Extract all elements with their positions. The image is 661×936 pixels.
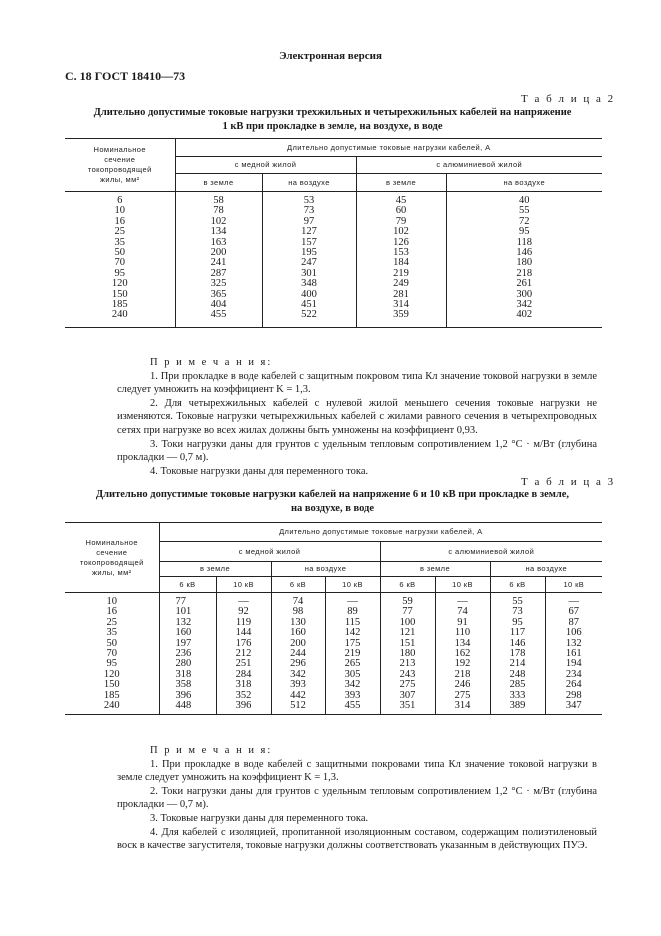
table-cell: 95 (114, 267, 125, 279)
table3-head-al-air-6kv: 6 кВ (490, 577, 545, 593)
table-cell: — (347, 596, 358, 607)
table-cell: 89 (347, 606, 358, 618)
table-cell: 55 (519, 205, 530, 217)
table-cell: 67 (568, 606, 580, 618)
table3-col-al-air-6 (490, 593, 545, 715)
table-cell: 305 (344, 668, 361, 680)
table-cell: 264 (565, 679, 582, 691)
table3-notes-heading: П р и м е ч а н и я: (150, 745, 273, 756)
table2-head-cu-air: на воздухе (262, 174, 356, 192)
table-cell: 91 (457, 616, 468, 628)
table2-note-3: 3. Токи нагрузки даны для грунтов с удельным тепловым сопротивлением 1,2 °С · м/Вт (глубина прокладки — 0,7 м). (117, 438, 597, 464)
table3-col-cu-ground-6 (159, 593, 216, 715)
table-cell: 275 (399, 679, 416, 691)
table-cell: 132 (565, 637, 582, 649)
table-cell: 300 (516, 288, 533, 300)
table-cell: 87 (568, 616, 580, 628)
table2-note-1: 1. При прокладке в воде кабелей с защитным покровом типа Кл значение токовой нагрузки в земле следует умножить на коэффициент K = 1,3. (117, 370, 597, 396)
table-cell: 275 (454, 689, 471, 701)
table-cell: 180 (516, 257, 533, 269)
table3-col-al-ground-6 (380, 593, 435, 715)
table-cell: 73 (303, 205, 315, 217)
table-cell: 106 (565, 627, 582, 639)
table-cell: 249 (393, 278, 409, 290)
table-cell: 234 (565, 668, 582, 680)
table-cell: 97 (303, 215, 315, 227)
table-cell: 240 (103, 699, 120, 711)
table-cell: 72 (519, 215, 530, 227)
table-cell: 522 (301, 309, 317, 321)
table-cell: 74 (457, 606, 468, 618)
table-cell: 342 (290, 668, 306, 680)
table-cell: 40 (519, 195, 530, 206)
table-cell: 192 (454, 658, 471, 670)
table-cell: 185 (111, 298, 128, 310)
table-cell: 342 (344, 679, 361, 691)
table-cell: 162 (454, 647, 471, 659)
table-cell: 261 (516, 278, 533, 290)
table-cell: 160 (290, 627, 306, 639)
table-cell: 333 (509, 689, 526, 701)
table3-head-cu-air-6kv: 6 кВ (271, 577, 325, 593)
table-cell: 393 (290, 679, 306, 691)
table-cell: 296 (290, 658, 306, 670)
table-cell: 298 (565, 689, 582, 701)
table3-note-4: 4. Для кабелей с изоляцией, пропитанной изоляционным составом, содержащим полиэтиленовый воск в качестве загустителя, токовые нагрузки должны соответствовать указанным в действующих ПУЭ. (117, 826, 597, 852)
table3-head-cu-ground-10kv: 10 кВ (216, 577, 271, 593)
table-cell: 352 (235, 689, 252, 701)
table-cell: 358 (175, 679, 192, 691)
table-cell: 101 (175, 606, 192, 618)
table-cell: 400 (301, 288, 317, 300)
table-cell: 389 (509, 699, 526, 711)
table-cell: 219 (344, 647, 361, 659)
table2-head-cu-ground: в земле (175, 174, 262, 192)
table-cell: 219 (393, 267, 409, 279)
table-cell: 214 (509, 658, 526, 670)
table-cell: 246 (454, 679, 471, 691)
table2-note-4: 4. Токовые нагрузки даны для переменного тока. (150, 465, 369, 477)
table-cell: 95 (519, 226, 530, 238)
table-cell: 60 (395, 205, 407, 217)
table-cell: 10 (106, 596, 117, 607)
table3-col-cu-ground-10 (216, 593, 271, 715)
table2-notes-heading: П р и м е ч а н и я: (150, 357, 273, 368)
table-cell: 184 (393, 257, 409, 269)
table-cell: 347 (565, 699, 582, 711)
table-cell: 318 (175, 668, 192, 680)
table-cell: 247 (301, 257, 317, 269)
table-cell: 151 (399, 637, 416, 649)
table-cell: 16 (106, 606, 117, 618)
table-cell: 146 (516, 246, 533, 258)
table-cell: 144 (235, 627, 252, 639)
table-cell: 160 (175, 627, 192, 639)
table-cell: 404 (210, 298, 227, 310)
electronic-version-header: Электронная версия (279, 50, 382, 62)
table-cell: 236 (175, 647, 192, 659)
table-cell: 248 (509, 668, 526, 680)
table3-head-al-ground: в земле (380, 562, 490, 577)
table-cell: 218 (454, 668, 471, 680)
page-number-standard: С. 18 ГОСТ 18410—73 (65, 69, 186, 83)
table-cell: 240 (111, 309, 128, 321)
table-cell: 142 (344, 627, 361, 639)
table-cell: 70 (106, 647, 117, 659)
table-cell: 325 (210, 278, 227, 290)
table-cell: 100 (399, 616, 416, 628)
table-cell: 284 (235, 668, 252, 680)
table-cell: 77 (175, 596, 186, 607)
table3-head-aluminum: с алюминиевой жилой (380, 542, 602, 562)
table-cell: 200 (210, 246, 227, 258)
table3-col-cu-air-10 (325, 593, 380, 715)
table-cell: 393 (344, 689, 361, 701)
table-cell: 134 (454, 637, 471, 649)
table-cell: 95 (512, 616, 523, 628)
table-cell: 241 (210, 257, 227, 269)
table2-notes (117, 356, 597, 478)
table-cell: 70 (114, 257, 125, 269)
table-cell: 442 (290, 689, 306, 701)
table-cell: 314 (393, 298, 409, 310)
table-cell: 281 (393, 288, 409, 300)
table-cell: 243 (399, 668, 416, 680)
table-cell: — (238, 596, 249, 607)
table-cell: 130 (290, 616, 306, 628)
table2-col-al-ground (356, 192, 446, 328)
table-cell: 195 (301, 246, 317, 258)
table-cell: 79 (395, 215, 407, 227)
table-cell: 351 (399, 699, 416, 711)
table-cell: 150 (103, 679, 120, 691)
table-cell: 134 (210, 226, 227, 238)
table-cell: 121 (399, 627, 416, 639)
table-cell: 301 (301, 267, 317, 279)
table-cell: 6 (117, 195, 123, 206)
table-cell: 348 (301, 278, 317, 290)
table-cell: 163 (210, 236, 227, 248)
table-cell: — (568, 596, 580, 607)
table-cell: 126 (393, 236, 409, 248)
table-cell: 77 (402, 606, 413, 618)
table-cell: 455 (210, 309, 227, 321)
table3-title-line2: на воздухе, в воде (290, 503, 375, 514)
table-cell: 120 (111, 278, 128, 290)
table2-note-2: 2. Для четырехжильных кабелей с нулевой жилой меньшего сечения токовые нагрузки не изменяются. Токовые нагрузки четырехжильных кабелей с жилами равного сечения в четырехпроводных сетях при нагрузке во всех жилах должны быть умножены на коэффициент 0,93. (117, 397, 597, 436)
table2 (65, 138, 602, 328)
table-cell: 265 (344, 658, 361, 670)
table-cell: 185 (103, 689, 120, 701)
table-cell: 102 (210, 215, 227, 227)
table-cell: 117 (509, 627, 526, 639)
table2-col-cu-ground (175, 192, 262, 328)
table-cell: 118 (516, 236, 532, 248)
table2-title-line1: Длительно допустимые токовые нагрузки трехжильных и четырехжильных кабелей на напряжение (93, 107, 572, 118)
table-cell: 212 (235, 647, 252, 659)
table-cell: 102 (393, 226, 409, 238)
table-cell: 197 (175, 637, 192, 649)
table-cell: 175 (344, 637, 361, 649)
table-cell: 150 (111, 288, 128, 300)
table3-note-2: 2. Токи нагрузки даны для грунтов с удельным тепловым сопротивлением 1,2 °С · м/Вт (глубина прокладки — 0,7 м). (117, 785, 597, 811)
table3-label: Т а б л и ц а 3 (521, 476, 616, 488)
table-cell: 396 (175, 689, 192, 701)
table-cell: 455 (344, 699, 361, 711)
table-cell: 287 (210, 267, 227, 279)
table2-col-sections (65, 192, 175, 328)
table-cell: 213 (399, 658, 416, 670)
table3-col-al-air-10 (545, 593, 602, 715)
table-cell: 59 (402, 596, 413, 607)
table-cell: 178 (509, 647, 526, 659)
table2-head-al-air: на воздухе (446, 174, 602, 192)
table3-head-cu-ground: в земле (159, 562, 271, 577)
table-cell: 16 (114, 215, 125, 227)
table-cell: 307 (399, 689, 416, 701)
table-cell: 50 (114, 246, 125, 258)
table-cell: 73 (512, 606, 523, 618)
table-cell: 448 (175, 699, 192, 711)
table-cell: 314 (454, 699, 471, 711)
table-cell: 110 (454, 627, 471, 639)
table3-notes (117, 744, 597, 853)
table2-head-aluminum: с алюминиевой жилой (356, 157, 602, 174)
table-cell: 200 (290, 637, 306, 649)
table-cell: 120 (103, 668, 120, 680)
table-cell: 35 (106, 627, 117, 639)
table-cell: 53 (303, 195, 315, 206)
table3-head-al-air-10kv: 10 кВ (545, 577, 602, 593)
table-cell: 396 (235, 699, 252, 711)
table2-label: Т а б л и ц а 2 (521, 93, 616, 105)
table3-head-copper: с медной жилой (159, 542, 380, 562)
table-cell: 25 (106, 616, 117, 628)
table-cell: 74 (292, 596, 304, 607)
table-cell: 402 (516, 309, 533, 321)
table2-head-section: Номинальное сечение токопроводящей жилы, мм² (65, 139, 175, 192)
table-cell: 98 (292, 606, 304, 618)
table-cell: 10 (114, 205, 125, 217)
table3-note-1: 1. При прокладке в воде кабелей с защитными покровами типа Кл значение токовой нагрузки в земле следует умножить на коэффициент K = 1,3. (117, 758, 597, 784)
table3-title (60, 488, 605, 516)
table3-head-cu-air-10kv: 10 кВ (325, 577, 380, 593)
table-cell: 365 (210, 288, 227, 300)
table3-head-cu-air: на воздухе (271, 562, 380, 577)
table-cell: 359 (393, 309, 409, 321)
table-cell: 50 (106, 637, 117, 649)
table-cell: 176 (235, 637, 252, 649)
table2-col-al-air (446, 192, 602, 328)
table3 (65, 522, 602, 715)
table-cell: 132 (175, 616, 192, 628)
table-cell: 127 (301, 226, 317, 238)
table-cell: 218 (516, 267, 533, 279)
table3-col-sections (65, 593, 159, 715)
table-cell: 157 (301, 236, 317, 248)
table-cell: — (457, 596, 468, 607)
table3-col-cu-air-6 (271, 593, 325, 715)
table-cell: 35 (114, 236, 125, 248)
table2-head-copper: с медной жилой (175, 157, 356, 174)
table3-col-al-ground-10 (435, 593, 490, 715)
table3-head-al-air: на воздухе (490, 562, 602, 577)
table-cell: 58 (213, 195, 224, 206)
table3-head-al-ground-6kv: 6 кВ (380, 577, 435, 593)
table2-head-al-ground: в земле (356, 174, 446, 192)
table3-note-3: 3. Токовые нагрузки даны для переменного тока. (150, 812, 369, 824)
table-cell: 244 (290, 647, 306, 659)
table-cell: 280 (175, 658, 192, 670)
table-cell: 451 (301, 298, 317, 310)
table-cell: 194 (565, 658, 582, 670)
table-cell: 119 (235, 616, 252, 628)
table-cell: 146 (509, 637, 526, 649)
table3-head-al-ground-10kv: 10 кВ (435, 577, 490, 593)
table-cell: 115 (344, 616, 361, 628)
table-cell: 55 (512, 596, 523, 607)
table3-title-line1: Длительно допустимые токовые нагрузки кабелей на напряжение 6 и 10 кВ при прокладке в земле, (95, 489, 570, 500)
table-cell: 251 (235, 658, 252, 670)
table-cell: 342 (516, 298, 533, 310)
table-cell: 512 (290, 699, 306, 711)
table3-head-loads: Длительно допустимые токовые нагрузки кабелей, А (159, 523, 602, 542)
table-cell: 285 (509, 679, 526, 691)
table-cell: 45 (395, 195, 407, 206)
table-cell: 95 (106, 658, 117, 670)
table3-head-section: Номинальное сечение токопроводящей жилы, мм² (65, 523, 159, 593)
table-cell: 161 (565, 647, 582, 659)
table-cell: 180 (399, 647, 416, 659)
table2-head-loads: Длительно допустимые токовые нагрузки кабелей, А (175, 139, 602, 157)
table-cell: 25 (114, 226, 125, 238)
table-cell: 78 (213, 205, 224, 217)
table-cell: 153 (393, 246, 409, 258)
table-cell: 318 (235, 679, 252, 691)
table2-title-line2: 1 кВ при прокладке в земле, на воздухе, в воде (222, 121, 443, 132)
table2-col-cu-air (262, 192, 356, 328)
table-cell: 92 (238, 606, 249, 618)
table3-head-cu-ground-6kv: 6 кВ (159, 577, 216, 593)
table2-title (60, 106, 605, 134)
